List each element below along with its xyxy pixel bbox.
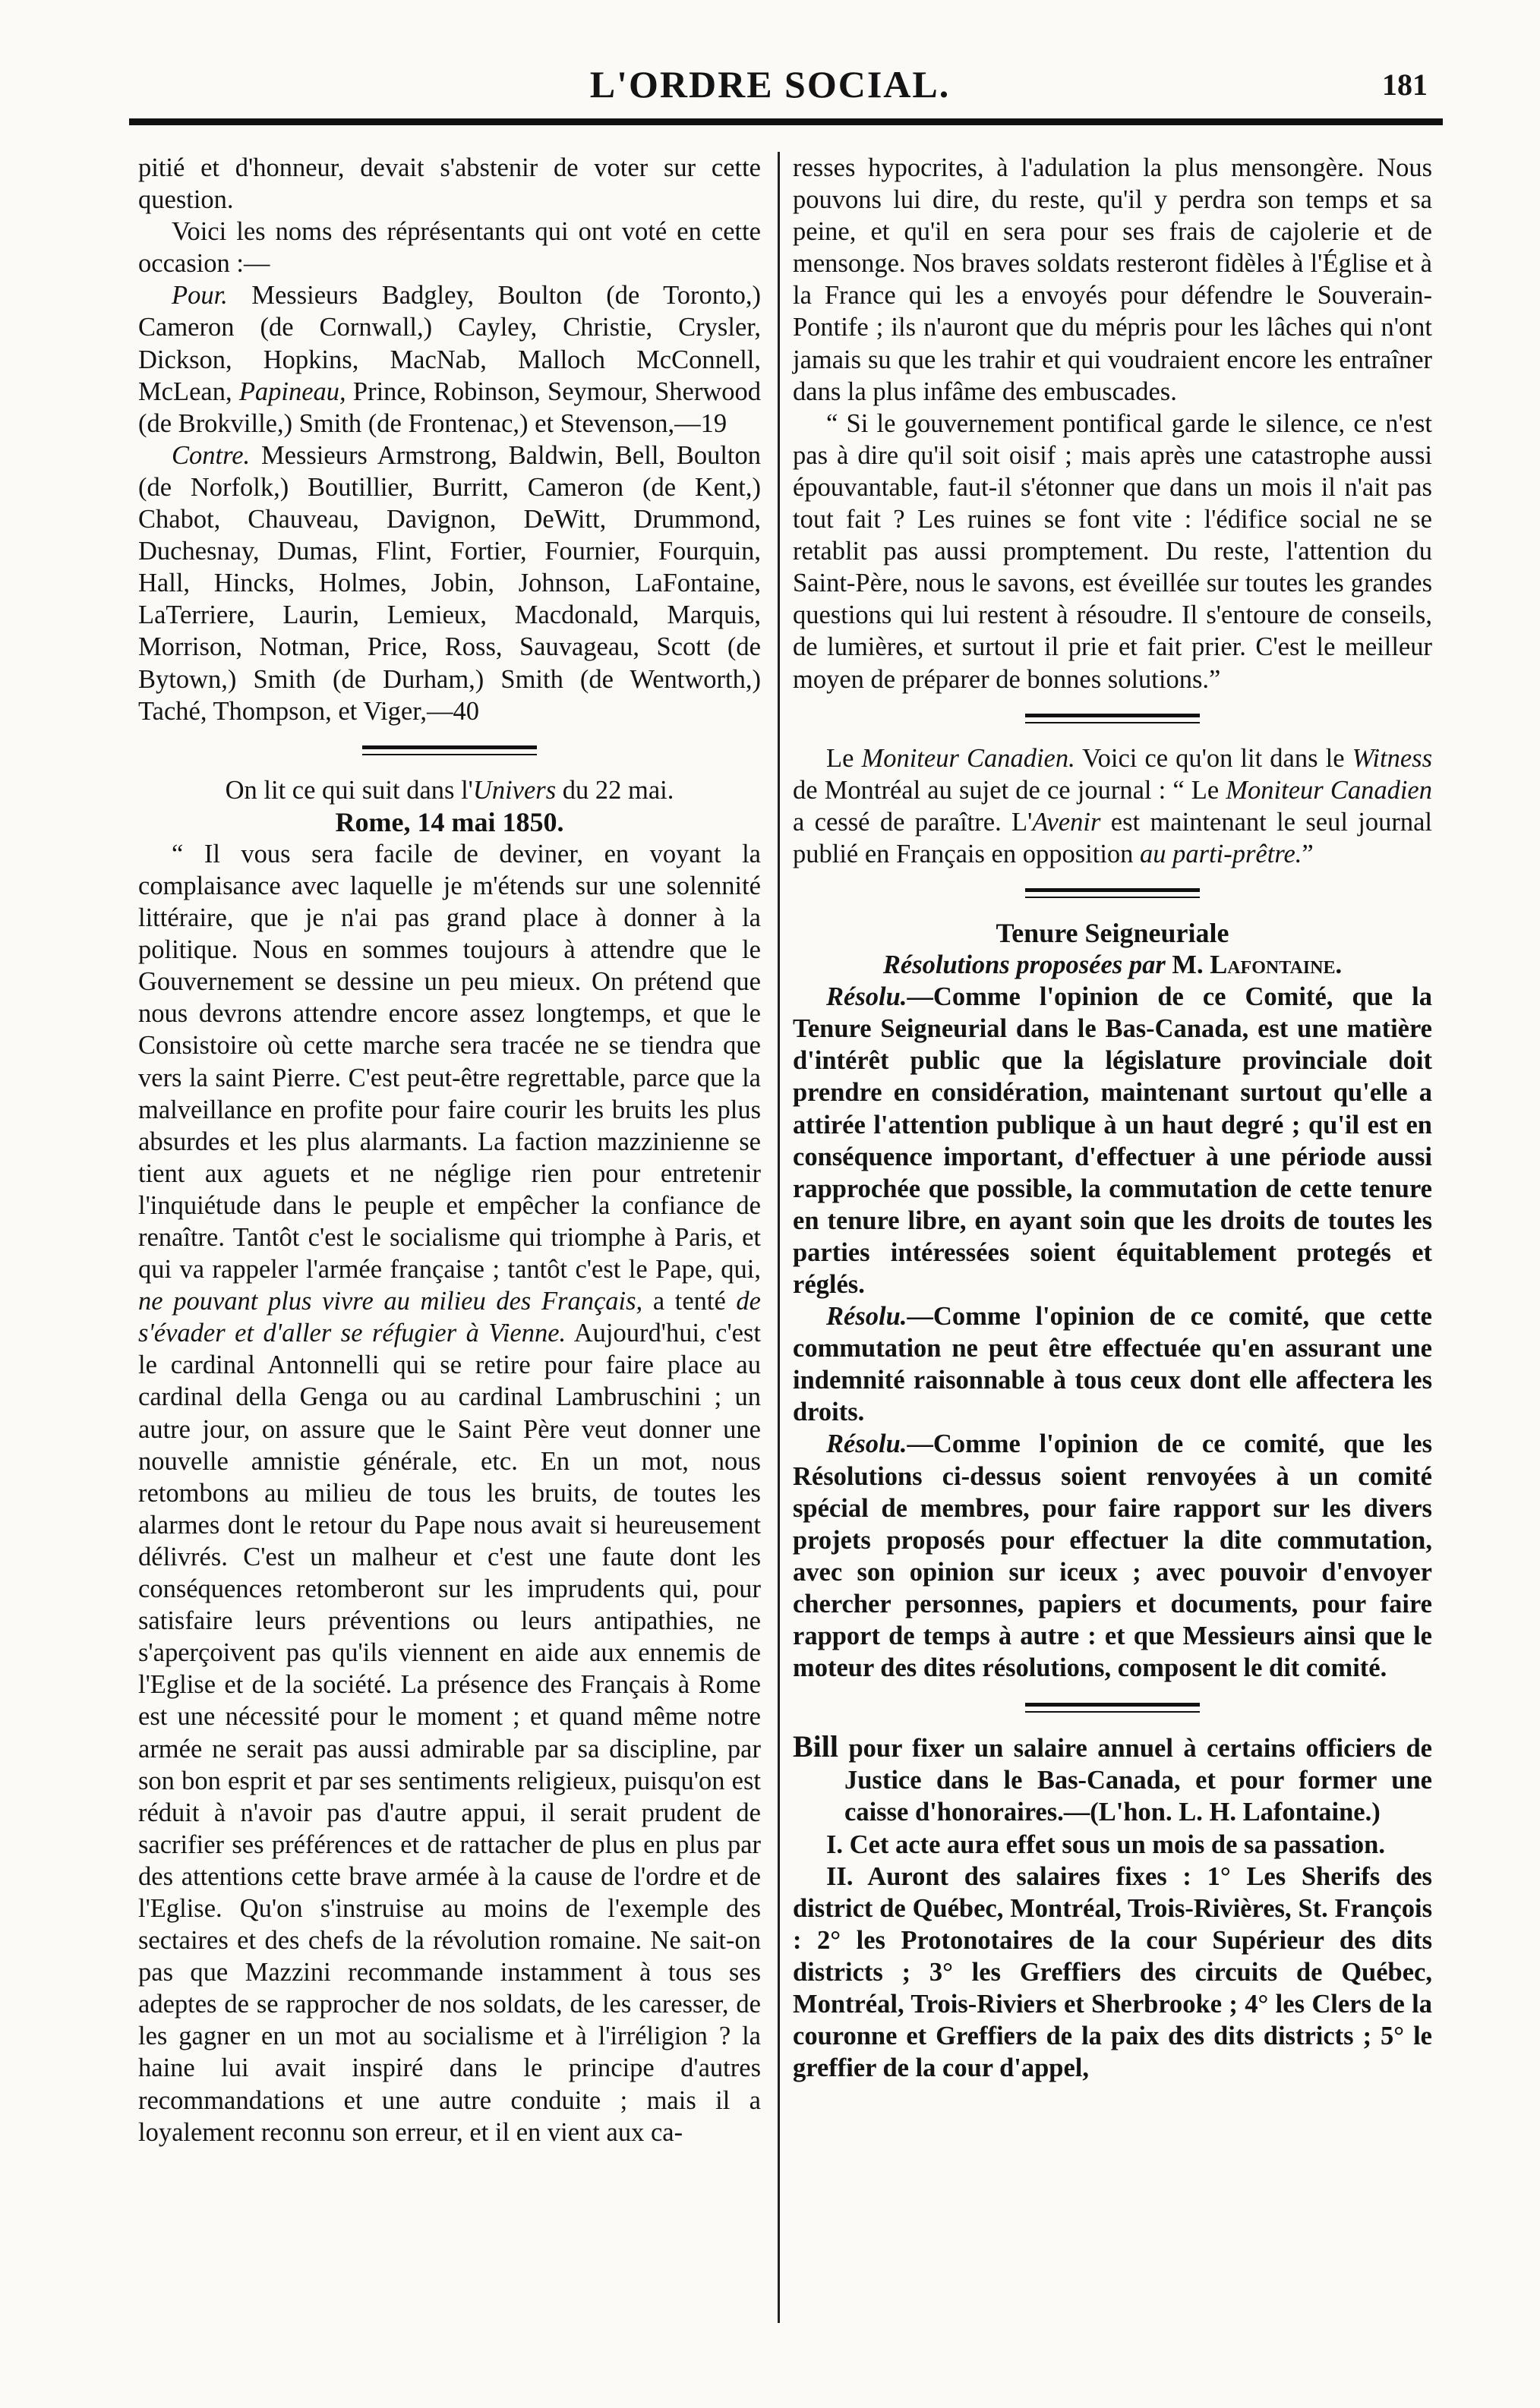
resolu-label-1: Résolu. <box>826 982 907 1012</box>
rome-text-a: “ Il vous sera facile de deviner, en voyant la complaisance avec laquelle je m'étends sur une solennité littéraire, que je n'ai pas grand place à donner à la politique. Nous en sommes toujours à attendre que le Gouvernement se dessine un peu mieux. On prétend que nous devrons attendre encore assez longtemps, et que le Consistoire où cette marche sera tracée ne se tiendra que vers la saint Pierre. C'est peut-être regrettable, parce que la malveillance en profite pour faire courir les bruits les plus absurdes et les plus alarmants. La faction mazzinienne se tient aux aguets et ne néglige rien pour entretenir l'inquiétude dans le peuple et empêcher la confiance de renaître. Tantôt c'est le socialisme qui triomphe à Paris, et qui va rappeler l'armée française ; tantôt c'est le Pape, qui, <box>138 839 761 1284</box>
resolutions-title <box>793 949 1432 981</box>
resolution-1-text: —Comme l'opinion de ce Comité, que la Tenure Seigneurial dans le Bas-Canada, est une matière d'intérêt public que la législature provinciale doit prendre en considération, maintenant surtout qu'elle a attirée l'attention publique à un haut degré ; qu'il est en conséquence important, d'effectuer à une période aussi rapprochée que possible, la commutation de cette tenure en tenure libre, en ayant soin que les droits de toutes les parties intéressées soient équitablement protegés et réglés. <box>793 982 1432 1299</box>
rome-italic-2: de s'évader et d'aller se réfugier à Vienne. <box>138 1287 761 1348</box>
rome-closing: “ Si le gouvernement pontifical garde le silence, ce n'est pas à dire qu'il soit oisif ; mais après une catastrophe aussi épouvantable, faut-il s'étonner que dans un mois il n'ait pas tout fait ? Les ruines se font vite : l'édifice social ne se retablit pas aussi promptement. Du reste, l'attention du Saint-Père, nous le savons, est éveillée sur toutes les grandes questions qui lui restent à résoudre. Il s'entoure de conseils, de lumières, et surtout il prie et fait prier. C'est le meilleur moyen de préparer de bonnes solutions.” <box>793 408 1432 694</box>
resolution-1 <box>793 981 1432 1300</box>
resolu-label-2: Résolu. <box>826 1302 907 1332</box>
bill-article-2: II. Auront des salaires fixes : 1° Les Sherifs des district de Québec, Montréal, Trois-Rivières, St. François : 2° les Protonotaires de la cour Supérieur des dits districts ; 3° les Greffiers des circuits de Québec, Montréal, Trois-Riviers et Sherbrooke ; 4° les Clers de la couronne et Greffiers de la paix des dits districts ; 5° le greffier de la cour d'appel, <box>793 1861 1432 2083</box>
right-column <box>793 152 1432 2084</box>
mon-italic-4: Avenir <box>1032 807 1101 837</box>
section-separator <box>793 1684 1432 1731</box>
masthead <box>0 62 1540 123</box>
rome-heading: Rome, 14 mai 1850. <box>335 806 564 837</box>
rome-continuation: resses hypocrites, à l'adulation la plus mensongère. Nous pouvons lui dire, du reste, qu'il y perdra son temps et sa peine, et qu'il en sera pour ses frais de cajolerie et de mensonge. Nos braves soldats resteront fidèles à l'Église et à la France qui les a envoyés pour défendre le Souverain-Pontife ; ils n'auront que du mépris pour les lâches qui n'ont jamais su que les trahir et qui voudraient encore les entraîner dans la plus infâme des embuscades. <box>793 153 1432 406</box>
resolution-3-text: —Comme l'opinion de ce comité, que les Résolutions ci-dessus soient renvoyées à un comité spécial de membres, pour faire rapport sur les divers projets proposés pour effectuer la dite commutation, avec son opinion sur iceux ; avec pouvoir d'envoyer chercher personnes, papiers et documents, pour faire rapport de temps à autre : et que Messieurs ainsi que le moteur des dites résolutions, composent le dit comité. <box>793 1429 1432 1683</box>
pour-names-b: Prince, Robinson, Seymour, Sherwood (de Brokville,) Smith (de Frontenac,) et Stevenson,—19 <box>138 377 761 438</box>
resolutions-title-italic: Résolutions proposées par <box>882 950 1166 980</box>
bill-article-1: I. Cet acte aura effet sous un mois de sa passation. <box>826 1830 1385 1859</box>
mon-text-c: de Montréal au sujet de ce journal : “ Le <box>793 775 1226 805</box>
mon-italic-2: Witness <box>1352 743 1433 773</box>
pour-label: Pour. <box>172 281 228 310</box>
mon-text-f: ” <box>1302 839 1314 868</box>
tenure-heading: Tenure Seigneuriale <box>996 917 1229 948</box>
contre-names: Messieurs Armstrong, Baldwin, Bell, Boulton (de Norfolk,) Boutillier, Burritt, Cameron (de Kent,) Chabot, Chauveau, Davignon, DeWitt, Drummond, Duchesnay, Dumas, Flint, Fortier, Fournier, Fourquin, Hall, Hincks, Holmes, Jobin, Johnson, LaFontaine, LaTerriere, Laurin, Lemieux, Macdonald, Marquis, Morrison, Notman, Price, Ross, Sauvageau, Scott (de Bytown,) Smith (de Durham,) Smith (de Wentworth,) Taché, Thompson, et Viger,—40 <box>138 440 761 726</box>
paragraph-intro: pitié et d'honneur, devait s'abstenir de voter sur cette question. <box>138 153 761 215</box>
resolution-2-text: —Comme l'opinion de ce comité, que cette commutation ne peut être effectuée qu'en assurant une indemnité raisonnable à tous ceux dont elle affectera les droits. <box>793 1302 1432 1427</box>
bill-title <box>793 1731 1432 1828</box>
univers-title: Univers <box>472 775 557 805</box>
paragraph-contre <box>138 440 761 727</box>
bill-text: pour fixer un salaire annuel à certains officiers de Justice dans le Bas-Canada, et pour former une caisse d'honoraires.—(L'hon. L. H. Lafontaine.) <box>838 1734 1432 1827</box>
mon-italic-5: au parti-prêtre. <box>1140 839 1302 868</box>
pour-names-a: Messieurs Badgley, Boulton (de Toronto,) Cameron (de Cornwall,) Cayley, Christie, Crysler, Dickson, Hopkins, MacNab, Malloch McConnell, McLean, <box>138 281 761 406</box>
page-number: 181 <box>1382 68 1428 102</box>
mon-italic-3: Moniteur Canadien <box>1226 775 1432 805</box>
mon-text-b: Voici ce qu'on lit dans le <box>1075 743 1352 773</box>
mon-text-e: est maintenant le seul journal publié en Français en opposition <box>793 807 1433 868</box>
column-divider <box>778 152 780 2323</box>
masthead-rule <box>129 118 1443 125</box>
univers-text-a: On lit ce qui suit dans l' <box>225 775 473 805</box>
rome-article <box>138 838 761 2148</box>
resolu-label-3: Résolu. <box>826 1429 907 1459</box>
moniteur-note <box>793 742 1432 870</box>
section-separator <box>793 870 1432 917</box>
rome-text-b: a tenté <box>642 1287 737 1316</box>
newspaper-title: L'ORDRE SOCIAL. <box>589 63 951 106</box>
section-separator <box>138 727 761 774</box>
pour-papineau: Papineau, <box>238 377 346 406</box>
resolution-3 <box>793 1428 1432 1684</box>
resolutions-title-name: M. Lafontaine. <box>1165 950 1343 980</box>
paragraph-voters: Voici les noms des réprésentants qui ont voté en cette occasion :— <box>138 217 761 279</box>
rome-italic-1: ne pouvant plus vivre au milieu des Français, <box>138 1287 643 1316</box>
rome-text-c: Aujourd'hui, c'est le cardinal Antonnelli qui se retire pour faire place au cardinal della Genga ou au cardinal Lambruschini ; un autre jour, on assure que le Saint Père veut donner une nouvelle amnistie générale, etc. En un mot, nous retombons au milieu de tous les bruits, de toutes les alarmes dont le retour du Pape nous avait si heureusement délivrés. C'est un malheur et c'est une faute dont les conséquences retomberont sur les imprudents qui, pour satisfaire leurs préventions ou leurs antipathies, ne s'aperçoivent pas qu'ils viennent en aide aux ennemis de l'Eglise et de la société. La présence des Français à Rome est une nécessité pour le moment ; et quand même notre armée ne serait pas aussi admirable par sa discipline, par son bon esprit et par ses sentiments religieux, puisqu'on est réduit à n'avoir pas d'autre appui, il serait prudent de sacrifier ses préférences et de rattacher de plus en plus par des attentions cette brave armée à la cause de l'ordre et de l'Eglise. Qu'on s'instruise au moins de l'exemple des sectaires et des chefs de la révolution romaine. Ne sait-on pas que Mazzini recommande instamment à tous ses adeptes de se rapprocher de nos soldats, de les caresser, de les gagner en un mot au socialisme et à l'irréligion ? la haine lui avait inspiré dans le principe d'autres recommandations et une autre conduite ; mais il a loyalement reconnu son erreur, et il en vient aux ca- <box>138 1319 761 2147</box>
mon-text-d: a cessé de paraître. L' <box>793 807 1033 837</box>
univers-intro <box>138 774 761 806</box>
mon-italic-1: Moniteur Canadien. <box>861 743 1075 773</box>
univers-text-b: du 22 mai. <box>556 775 674 805</box>
bill-word: Bill <box>793 1729 839 1764</box>
mon-text-a: Le <box>826 743 862 773</box>
section-separator <box>793 695 1432 742</box>
contre-label: Contre. <box>172 440 251 470</box>
left-column <box>138 152 761 2148</box>
paragraph-pour <box>138 279 761 439</box>
resolution-2 <box>793 1300 1432 1428</box>
